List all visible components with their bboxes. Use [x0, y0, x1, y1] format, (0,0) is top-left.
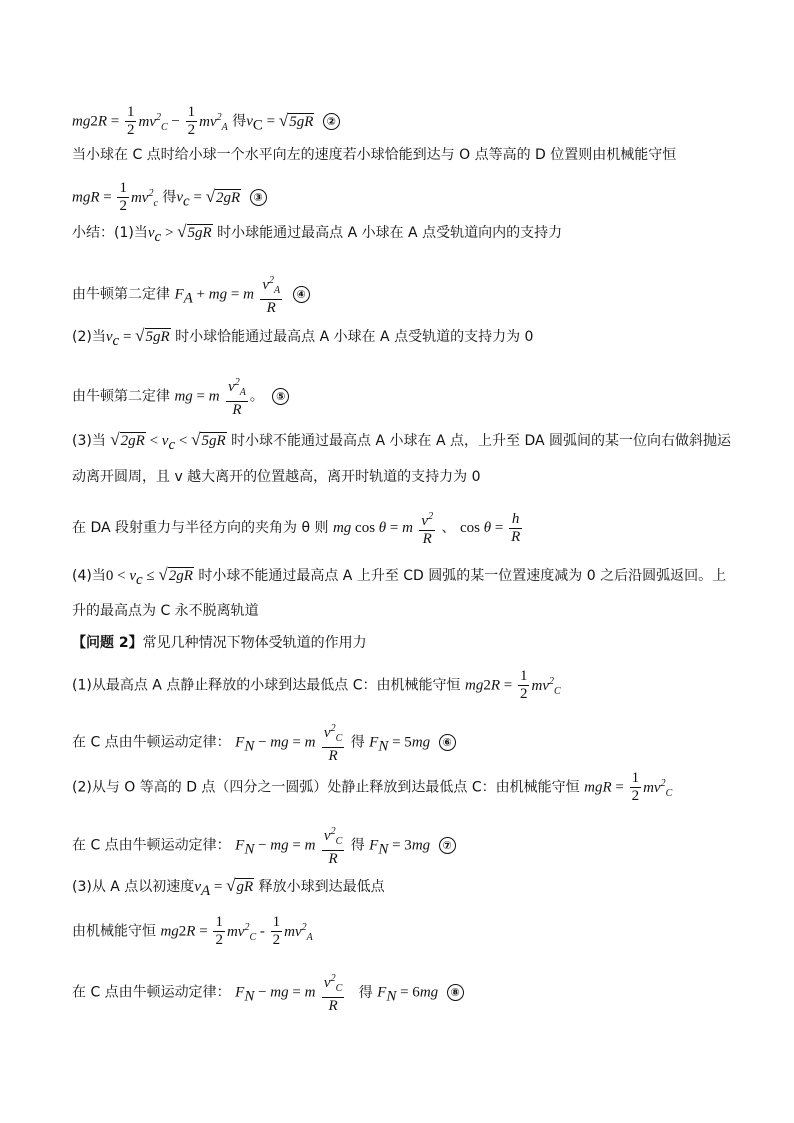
sqrt: √2gR	[110, 430, 145, 449]
fraction: $\frac{1}{2}$	[119, 180, 127, 214]
fraction: $\frac{1}{2}$	[272, 914, 281, 948]
line-17-prefix: 在 C 点由牛顿运动定律：	[72, 837, 231, 854]
fraction: $\frac{1}{2}$	[519, 668, 528, 702]
line-17: 在 C 点由牛顿运动定律： $F_N$ − mg = m $\frac{v^2_C}{R}$ 得 $F_N = 3mg$ ⑦	[72, 823, 456, 868]
fraction: $\frac{v^2}{R}$	[419, 508, 435, 548]
line-11: (4)当$0 < v_c \le √2gR$ 时小球不能通过最高点 A 上升至 CD 圆弧的某一位置速度减为 0 之后沿圆弧返回。上	[72, 565, 727, 588]
fraction: $\frac{v^2_A}{R}$	[260, 272, 282, 317]
line-4-prefix: 小结：(1)当	[72, 225, 148, 241]
line-15-mid: 得	[350, 734, 365, 751]
line-5-prefix: 由牛顿第二定律	[72, 286, 170, 303]
line-6-suffix: 时小球恰能通过最高点 A 小球在 A 点受轨道的支持力为 0	[175, 329, 534, 345]
line-7-prefix: 由牛顿第二定律	[72, 388, 170, 405]
sqrt: √5gR	[177, 222, 212, 241]
fraction: $\frac{1}{2}$	[631, 770, 640, 804]
line-10: 在 DA 段射重力与半径方向的夹角为 θ 则 mg cos θ = m $\frac{v^2}{R}$ 、 cos θ = $\frac{h}{R}$	[72, 508, 524, 548]
line-8-suffix: 时小球不能通过最高点 A 小球在 A 点，上升至 DA 圆弧间的某一位向右做斜抛运	[231, 433, 732, 449]
fraction: $\frac{v^2_C}{R}$	[322, 970, 344, 1015]
equation-number-4: ④	[293, 286, 310, 303]
sqrt: √5gR	[135, 326, 170, 345]
line-6-prefix: (2)当	[72, 329, 106, 345]
sqrt: √5gR	[191, 430, 226, 449]
fraction: $\frac{1}{2}$	[215, 914, 223, 948]
line-12: 升的最高点为 C 永不脱离轨道	[72, 603, 259, 619]
line-19-prefix: 由机械能守恒	[72, 923, 156, 940]
fraction: $\frac{v^2_A}{R}$	[226, 374, 248, 419]
equation-number-6: ⑥	[439, 734, 456, 751]
line-15-prefix: 在 C 点由牛顿运动定律：	[72, 734, 231, 751]
line-14-prefix: (1)从最高点 A 点静止释放的小球到达最低点 C：由机械能守恒	[72, 677, 461, 694]
line-11-suffix: 时小球不能通过最高点 A 上升至 CD 圆弧的某一位置速度减为 0 之后沿圆弧返回。上	[198, 568, 727, 584]
section-heading-text: 常见几种情况下物体受轨道的作用力	[142, 635, 367, 651]
fraction: $\frac{h}{R}$	[511, 510, 521, 545]
line-7-suffix: 。	[249, 388, 264, 405]
line-18-suffix: 释放小球到达最低点	[258, 879, 385, 895]
equation-number-2: ②	[323, 113, 340, 130]
line-14: (1)从最高点 A 点静止释放的小球到达最低点 C：由机械能守恒 mg2R = $\frac{1}{2}$ $mv^2_C$	[72, 668, 561, 702]
line-16-prefix: (2)从与 O 等高的 D 点（四分之一圆弧）处静止释放到达最低点 C：由机械能守恒	[72, 779, 580, 796]
line-6: (2)当$v_c = √5gR$ 时小球恰能通过最高点 A 小球在 A 点受轨道的支持力为 0	[72, 326, 534, 349]
line-8-prefix: (3)当	[72, 433, 106, 449]
line-9: 动离开圆周，且 v 越大离开的位置越高，离开时轨道的支持力为 0	[72, 469, 481, 485]
equation-number-8: ⑧	[447, 984, 464, 1001]
fraction: $\frac{v^2_C}{R}$	[322, 720, 344, 765]
line-3: mgR = $\frac{1}{2}$ $mv^2_c$ 得$v_c = √2gR$ ③	[72, 180, 267, 215]
sqrt: √2gR	[205, 186, 241, 206]
line-2: 当小球在 C 点时给小球一个水平向左的速度若小球恰能到达与 O 点等高的 D 位置则由机械能守恒	[72, 147, 677, 163]
line-13	[72, 633, 367, 653]
line-4: 小结：(1)当$v_c > √5gR$ 时小球能通过最高点 A 小球在 A 点受轨道向内的支持力	[72, 222, 563, 245]
equation-number-7: ⑦	[439, 837, 456, 854]
line-10-prefix: 在 DA 段射重力与半径方向的夹角为 θ 则	[72, 520, 329, 536]
line-17-mid: 得	[350, 837, 365, 854]
line-1-text: 得	[232, 113, 247, 130]
fraction: $\frac{v^2_C}{R}$	[322, 823, 344, 868]
line-20-mid: 得	[358, 984, 373, 1001]
sqrt: √2gR	[158, 565, 193, 584]
line-7: 由牛顿第二定律 mg = m $\frac{v^2_A}{R}$ 。 ⑤	[72, 374, 289, 419]
line-8: (3)当 $√2gR < v_c < √5gR$ 时小球不能通过最高点 A 小球在 A 点，上升至 DA 圆弧间的某一位向右做斜抛运	[72, 430, 732, 453]
sqrt: √5gR	[278, 110, 314, 130]
line-20-prefix: 在 C 点由牛顿运动定律：	[72, 984, 231, 1001]
line-18-prefix: (3)从 A 点以初速度	[72, 879, 195, 895]
line-10-sep: 、	[441, 520, 456, 536]
equation-number-5: ⑤	[272, 388, 289, 405]
section-heading-bracket: 【问题 2】	[72, 635, 143, 651]
line-15: 在 C 点由牛顿运动定律： $F_N$ − mg = m $\frac{v^2_C}{R}$ 得 $F_N = 5mg$ ⑥	[72, 720, 456, 765]
line-1: mg2R = $\frac{1}{2}$ $mv^2_C$ − $\frac{1}{2}$ $mv^2_A$ 得$v_C = √5gR$ ②	[72, 104, 340, 139]
sqrt: √gR	[226, 876, 254, 895]
line-4-suffix: 时小球能通过最高点 A 小球在 A 点受轨道向内的支持力	[217, 225, 563, 241]
line-18: (3)从 A 点以初速度$v_A = √gR$ 释放小球到达最低点	[72, 876, 385, 899]
fraction: $\frac{1}{2}$	[126, 104, 135, 138]
line-5: 由牛顿第二定律 $F_A$ + mg = m $\frac{v^2_A}{R}$ ④	[72, 272, 310, 317]
line-11-prefix: (4)当	[72, 568, 106, 584]
line-16: (2)从与 O 等高的 D 点（四分之一圆弧）处静止释放到达最低点 C：由机械能守恒 mgR = $\frac{1}{2}$ $mv^2_C$	[72, 770, 673, 804]
line-3-text: 得	[162, 189, 177, 206]
line-19: 由机械能守恒 mg2R = $\frac{1}{2}$ $mv^2_C$ - $\frac{1}{2}$ $mv^2_A$	[72, 914, 313, 948]
equation-number-3: ③	[250, 189, 267, 206]
fraction: $\frac{1}{2}$	[187, 104, 196, 138]
line-20: 在 C 点由牛顿运动定律： $F_N$ − mg = m $\frac{v^2_C}{R}$ 得 $F_N = 6mg$ ⑧	[72, 970, 464, 1015]
